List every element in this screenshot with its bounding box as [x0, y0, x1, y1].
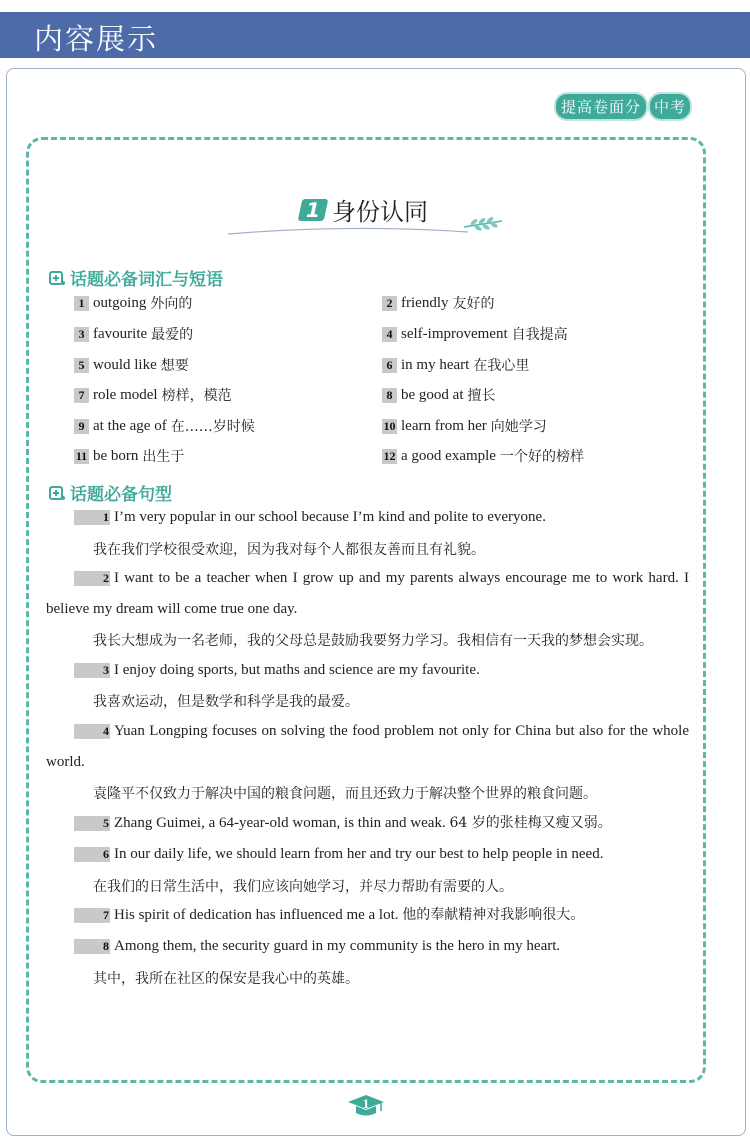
vocab-section-heading [48, 265, 223, 290]
unit-underline [228, 226, 468, 236]
unit-title: 身份认同 [332, 198, 428, 226]
vocab-item: 11 be born 出生于 [75, 447, 185, 465]
unit-number: 1 [298, 199, 329, 221]
vocab-item: 1 outgoing 外向的 [74, 293, 192, 313]
sentence-zh: 其中，我所在社区的保安是我心中的英雄。 [93, 971, 359, 987]
sentence-zh: 在我们的日常生活中，我们应该向她学习，并尽力帮助有需要的人。 [93, 879, 513, 895]
page-number: 1 [362, 1096, 370, 1111]
page-number-badge [346, 1093, 386, 1119]
sentence-en: 8 Among them, the security guard in my community is the hero in my heart. [46, 931, 689, 962]
sentence-zh: 袁隆平不仅致力于解决中国的粮食问题，而且还致力于解决整个世界的粮食问题。 [93, 786, 597, 802]
sentence-en: 3 I enjoy doing sports, but maths and science are my favourite. [46, 655, 689, 686]
badge-improve-score: 提高卷面分 [556, 94, 646, 119]
sentence-en: 1 I’m very popular in our school because I’m kind and polite to everyone. [46, 502, 689, 533]
badge-zhongkao: 中考 [650, 94, 690, 119]
vocab-item: 4 self-improvement 自我提高 [382, 324, 568, 344]
unit-heading [300, 192, 428, 227]
sentence-section-title: 话题必备句型 [70, 485, 172, 505]
vocab-item: 10 learn from her 向她学习 [383, 417, 547, 435]
vocab-section-title: 话题必备词汇与短语 [70, 270, 223, 290]
vocab-item: 3 favourite 最爱的 [74, 324, 193, 344]
sentence-en: 7 His spirit of dedication has influenced me a lot. 他的奉献精神对我影响很大。 [46, 900, 689, 931]
sentence-zh: 我喜欢运动，但是数学和科学是我的最爱。 [93, 694, 359, 710]
sentence-zh: 我在我们学校很受欢迎，因为我对每个人都很友善而且有礼貌。 [93, 542, 485, 558]
section-icon [48, 484, 66, 502]
sentence-en: 6 In our daily life, we should learn from her and try our best to help people in need. [46, 839, 689, 870]
sentence-en: 2 I want to be a teacher when I grow up and my parents always encourage me to work hard. I believe my dream will come true one day. [46, 570, 689, 617]
vocab-item: 2 friendly 友好的 [382, 293, 494, 313]
vocab-item: 12 a good example 一个好的榜样 [383, 447, 584, 465]
vocab-item: 7 role model 榜样，模范 [74, 385, 232, 405]
sentence-en: 5 Zhang Guimei, a 64-year-old woman, is thin and weak. 64 岁的张桂梅又瘦又弱。 [46, 808, 689, 839]
leaf-decoration-icon [462, 213, 506, 233]
vocab-item: 9 at the age of 在……岁时候 [74, 416, 255, 436]
sentence-en: 4 Yuan Longping focuses on solving the food problem not only for China but also for the whole world. [46, 723, 689, 770]
badge-group [556, 94, 690, 119]
banner-title: 内容展示 [34, 22, 159, 56]
vocab-item: 8 be good at 擅长 [382, 385, 495, 405]
vocab-item: 5 would like 想要 [74, 355, 189, 375]
header-banner [0, 12, 750, 58]
sentence-zh: 我长大想成为一名老师，我的父母总是鼓励我要努力学习。我相信有一天我的梦想会实现。 [93, 633, 653, 649]
vocab-item: 6 in my heart 在我心里 [382, 355, 529, 375]
section-icon [48, 269, 66, 287]
